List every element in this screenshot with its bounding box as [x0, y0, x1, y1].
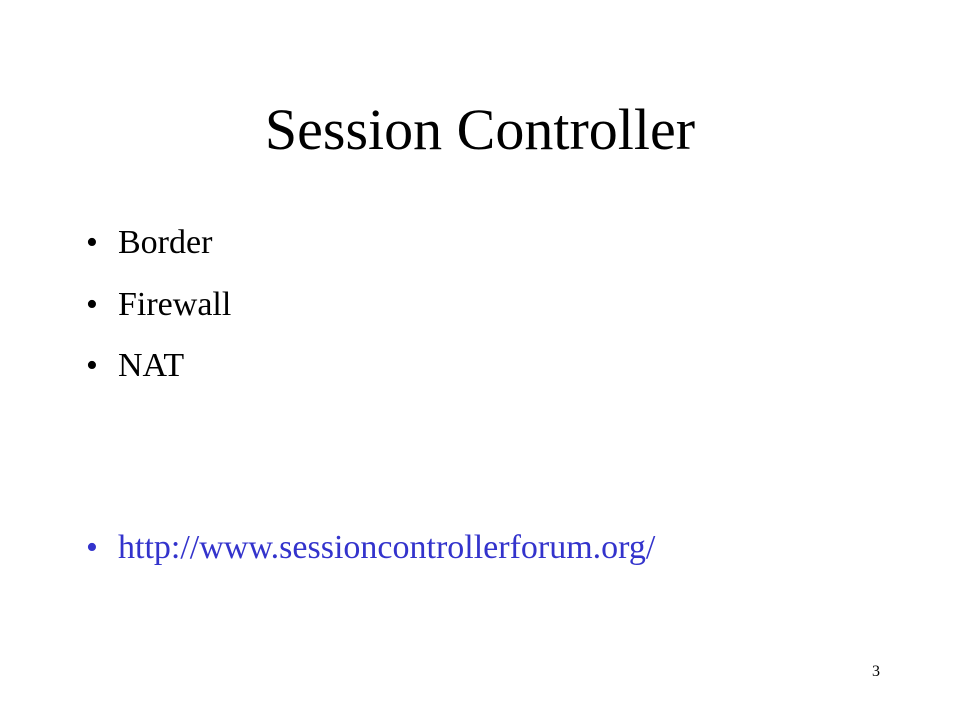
page-number: 3	[872, 663, 880, 680]
bullet-text: Firewall	[118, 286, 232, 323]
bullet-item-firewall	[86, 283, 231, 327]
bullet-item-nat	[86, 344, 184, 388]
bullet-dot-icon: •	[86, 347, 98, 384]
bullet-dot-icon: •	[86, 224, 98, 261]
slide-title: Session Controller	[264, 97, 696, 162]
bullet-item-border	[86, 221, 212, 265]
bullet-dot-icon: •	[86, 529, 98, 566]
forum-link[interactable]: http://www.sessioncontrollerforum.org/	[118, 529, 656, 566]
bullet-text: NAT	[118, 347, 185, 384]
bullet-item-link	[86, 526, 655, 570]
bullet-dot-icon: •	[86, 286, 98, 323]
bullet-text: Border	[118, 224, 213, 261]
bullet-list	[86, 0, 926, 720]
